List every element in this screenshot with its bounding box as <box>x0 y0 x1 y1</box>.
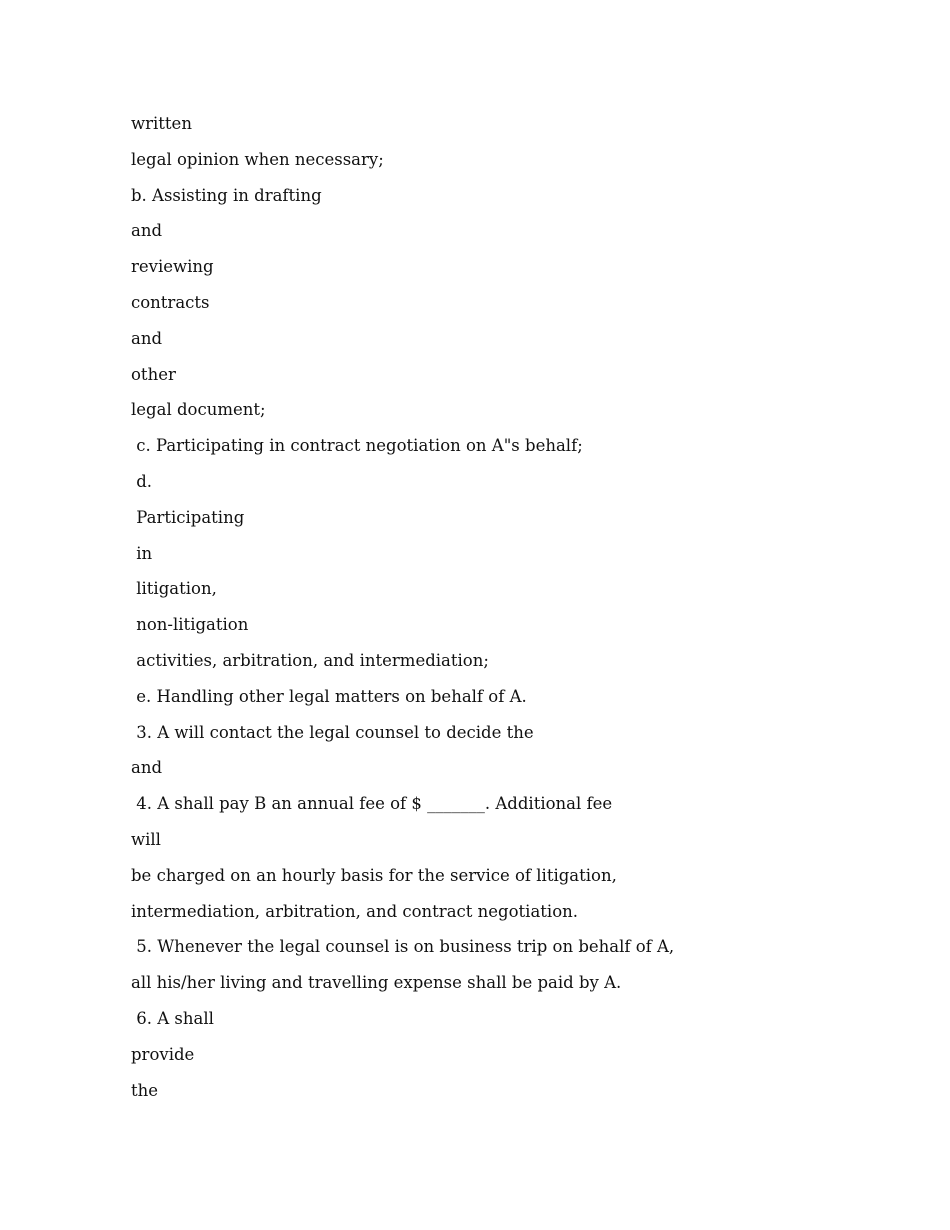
text-line: 6. A shall <box>131 1008 214 1028</box>
text-line: Participating <box>131 507 245 527</box>
text-line: will <box>131 829 161 849</box>
text-line: e. Handling other legal matters on behalf of A. <box>131 686 527 706</box>
text-line: 5. Whenever the legal counsel is on business trip on behalf of A, <box>131 937 675 957</box>
text-line: litigation, <box>131 579 217 599</box>
text-line: non-litigation <box>131 615 249 635</box>
text-line: provide <box>131 1044 195 1064</box>
text-line: b. Assisting in drafting <box>131 185 322 205</box>
text-line: activities, arbitration, and intermediation; <box>131 650 489 670</box>
text-line: and <box>131 221 163 241</box>
text-line: 3. A will contact the legal counsel to decide the <box>131 722 534 742</box>
text-line: other <box>131 364 176 384</box>
text-line: all his/her living and travelling expense shall be paid by A. <box>131 973 622 993</box>
text-line: 4. A shall pay B an annual fee of $ _______. Additional fee <box>131 794 613 814</box>
text-line: contracts <box>131 292 210 312</box>
text-line: legal document; <box>131 400 266 420</box>
text-line: and <box>131 328 163 348</box>
text-line: intermediation, arbitration, and contract negotiation. <box>131 901 578 921</box>
text-line: legal opinion when necessary; <box>131 149 384 169</box>
text-line: d. <box>131 471 153 491</box>
text-line: and <box>131 758 163 778</box>
document-body <box>131 111 891 1113</box>
text-line: reviewing <box>131 257 214 277</box>
text-line: be charged on an hourly basis for the service of litigation, <box>131 865 617 885</box>
text-line: written <box>131 114 192 133</box>
text-line: the <box>131 1080 159 1100</box>
text-line: c. Participating in contract negotiation on A"s behalf; <box>131 436 583 456</box>
text-line: in <box>131 543 153 563</box>
